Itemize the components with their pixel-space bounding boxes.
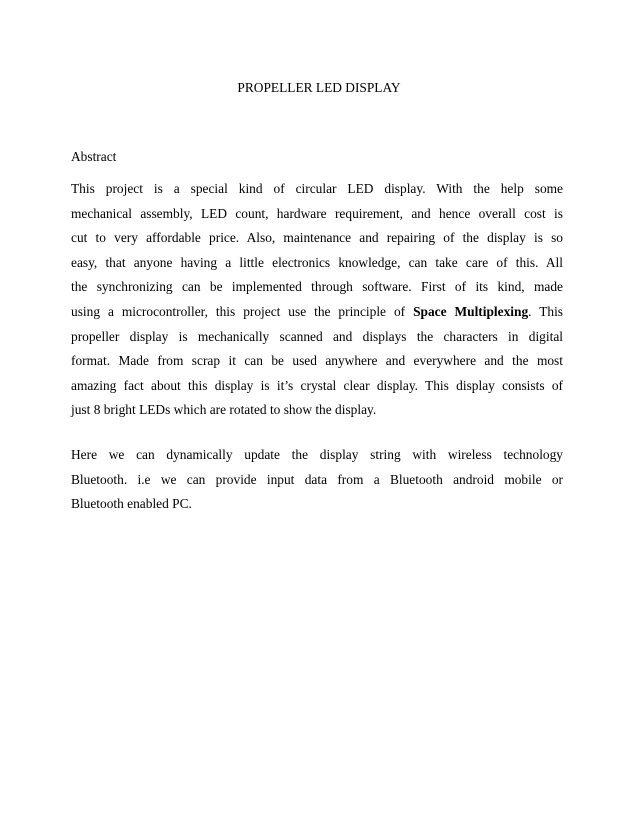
abstract-paragraph-1 [71,177,563,423]
paragraph-line: mechanical assembly, LED count, hardware requirement, and hence overall cost is [71,205,563,221]
paragraph-line: Here we can dynamically update the display string with wireless technology [71,447,563,462]
abstract-paragraph-2 [71,443,563,517]
section-heading-abstract: Abstract [71,149,117,164]
line-text-after: . This [528,303,563,319]
paragraph-line-with-emphasis [71,300,563,325]
paragraph-line: the synchronizing can be implemented through software. First of its kind, made [71,279,563,295]
emphasis-space-multiplexing: Space Multiplexing [413,303,529,319]
paragraph-line: format. Made from scrap it can be used anywhere and everywhere and the most [71,353,563,369]
paragraph-line: Bluetooth enabled PC. [71,496,192,512]
paragraph-line: amazing fact about this display is it’s crystal clear display. This display consists of [71,377,563,393]
line-text-before: using a microcontroller, this project use the principle of [71,303,414,319]
paragraph-line: Bluetooth. i.e we can provide input data from a Bluetooth android mobile or [71,471,563,487]
document-title: PROPELLER LED DISPLAY [237,80,401,95]
paragraph-line: just 8 bright LEDs which are rotated to show the display. [71,402,377,418]
paragraph-line: propeller display is mechanically scanned and displays the characters in digital [71,328,563,344]
paragraph-line: This project is a special kind of circular LED display. With the help some [71,181,563,196]
paragraph-line: cut to very affordable price. Also, maintenance and repairing of the display is so [71,230,563,246]
paragraph-line: easy, that anyone having a little electronics knowledge, can take care of this. All [71,254,563,270]
